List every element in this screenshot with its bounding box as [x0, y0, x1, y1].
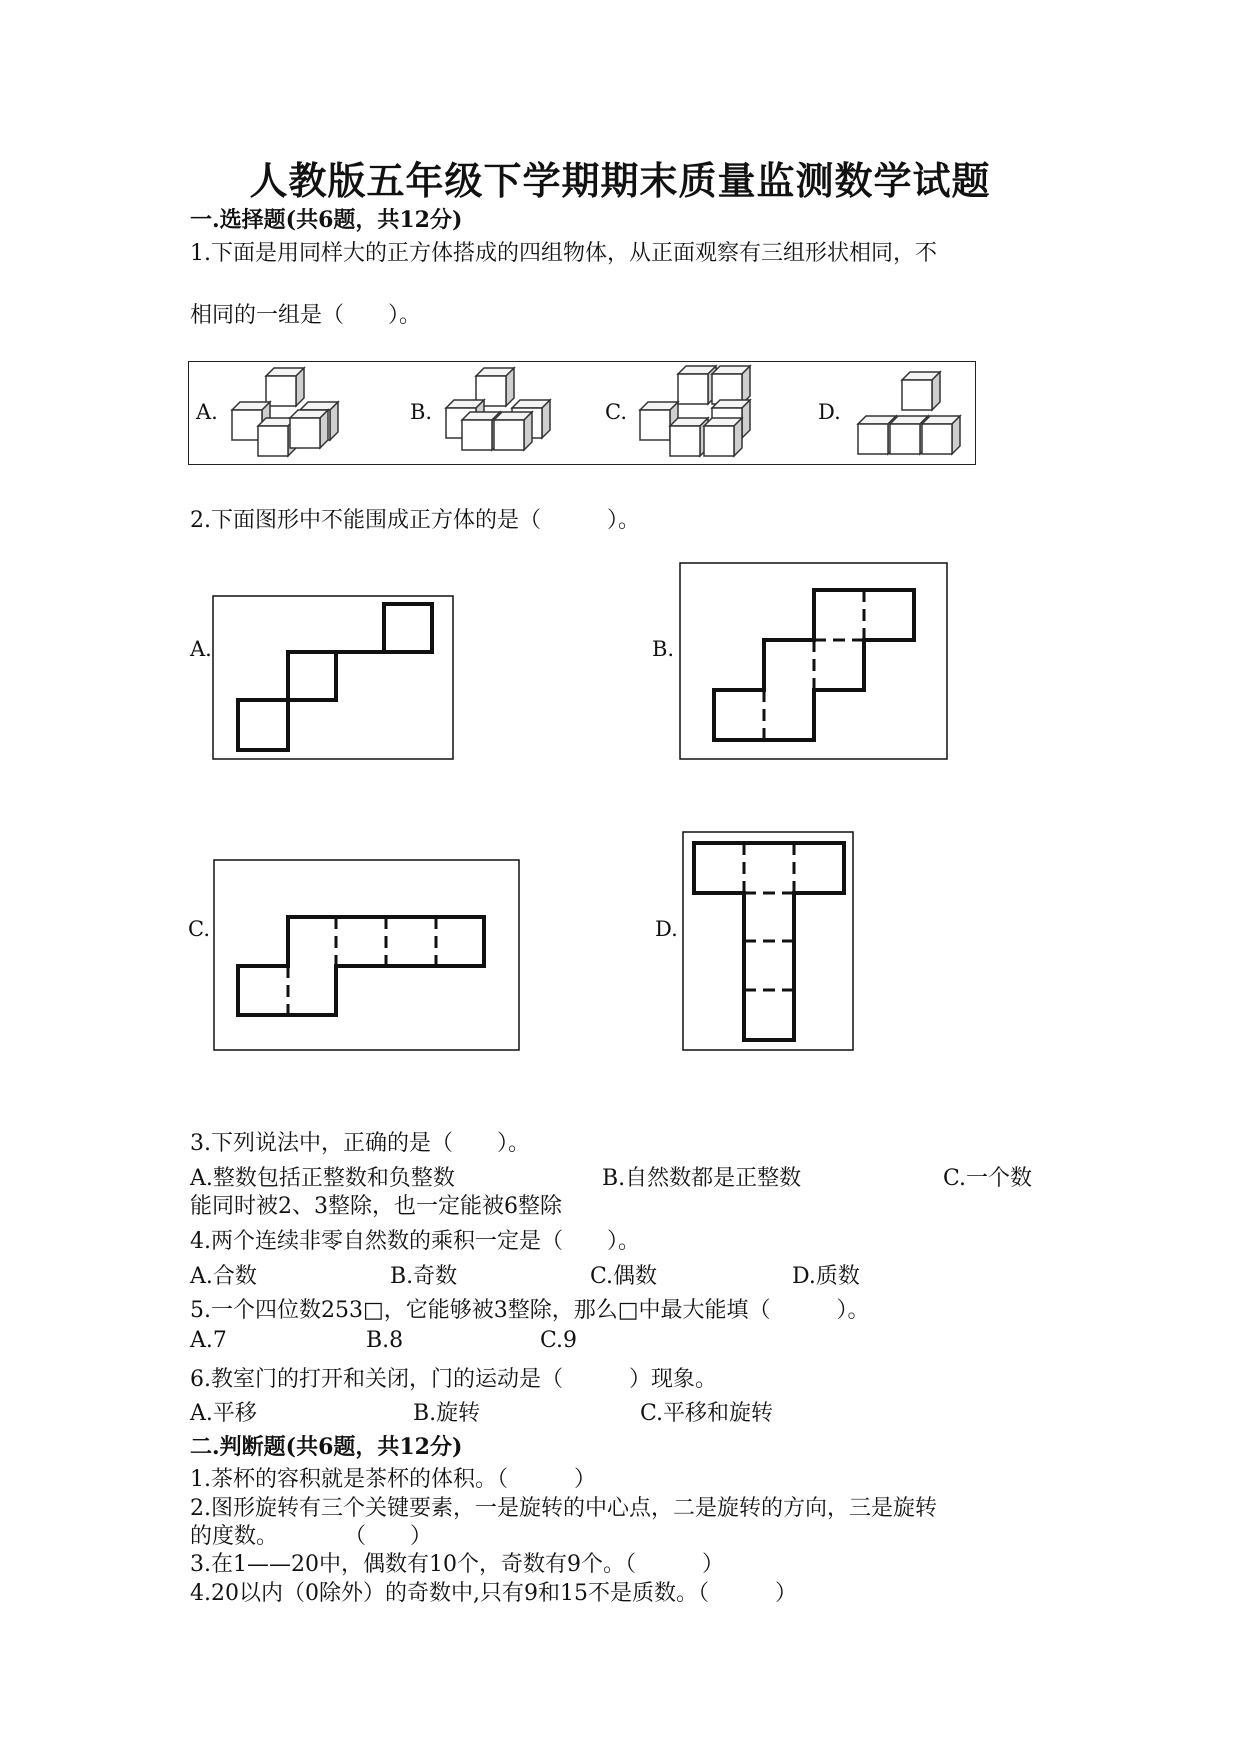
- q5-text: 5.一个四位数253□，它能够被3整除，那么□中最大能填（ ）。: [190, 1298, 870, 1323]
- q4-option-a: A.合数: [190, 1264, 257, 1289]
- judge-item-1: 1.茶杯的容积就是茶杯的体积。（ ）: [190, 1467, 596, 1492]
- q3-option-c-line1: C.一个数: [943, 1166, 1033, 1191]
- q5-option-a: A.7: [190, 1328, 227, 1353]
- q4-option-d: D.质数: [792, 1264, 860, 1289]
- q3-option-a: A.整数包括正整数和负整数: [190, 1166, 455, 1191]
- judge-item-4: 4.20以内（0除外）的奇数中,只有9和15不是质数。（ ）: [190, 1581, 797, 1606]
- q1-option-b-label: B.: [410, 400, 433, 424]
- q5-option-c: C.9: [540, 1328, 578, 1353]
- q2-option-b-label: B.: [652, 637, 675, 661]
- q2-option-d-net: [683, 832, 853, 1050]
- q1-option-c-label: C.: [605, 400, 627, 424]
- q4-option-b: B.奇数: [390, 1264, 458, 1289]
- judge-item-3: 3.在1——20中，偶数有10个，奇数有9个。（ ）: [190, 1552, 724, 1577]
- q2-option-d-label: D.: [655, 917, 678, 941]
- q2-option-c-net: [214, 860, 519, 1050]
- q3-option-c-line2: 能同时被2、3整除，也一定能被6整除: [190, 1194, 562, 1219]
- q6-option-c: C.平移和旋转: [640, 1401, 774, 1426]
- section-1-heading: 一.选择题(共6题，共12分): [190, 207, 463, 233]
- q2-option-b-net: [680, 563, 947, 759]
- q2-option-c-label: C.: [188, 917, 210, 941]
- q6-option-a: A.平移: [190, 1401, 257, 1426]
- q4-text: 4.两个连续非零自然数的乘积一定是（ ）。: [190, 1229, 640, 1254]
- section-2-heading: 二.判断题(共6题，共12分): [190, 1434, 463, 1460]
- q2-option-a-net: [213, 596, 453, 759]
- q1-text-line2: 相同的一组是（ ）。: [190, 303, 422, 328]
- judge-item-2-line1: 2.图形旋转有三个关键要素，一是旋转的中心点，二是旋转的方向，三是旋转: [190, 1496, 937, 1521]
- q1-option-d-label: D.: [818, 400, 841, 424]
- q1-text-line1: 1.下面是用同样大的正方体搭成的四组物体，从正面观察有三组形状相同，不: [190, 241, 937, 266]
- judge-item-2-line2: 的度数。 （ ）: [190, 1524, 433, 1549]
- q2-text: 2.下面图形中不能围成正方体的是（ ）。: [190, 508, 640, 533]
- q3-option-b: B.自然数都是正整数: [602, 1166, 802, 1191]
- q6-text: 6.教室门的打开和关闭，门的运动是（ ）现象。: [190, 1367, 717, 1392]
- page-title: 人教版五年级下学期期末质量监测数学试题: [249, 158, 991, 203]
- q1-option-a-label: A.: [196, 400, 218, 424]
- q6-option-b: B.旋转: [413, 1401, 481, 1426]
- q4-option-c: C.偶数: [590, 1264, 658, 1289]
- q5-option-b: B.8: [366, 1328, 404, 1353]
- q2-option-a-label: A.: [190, 637, 212, 661]
- q3-text: 3.下列说法中，正确的是（ ）。: [190, 1131, 530, 1156]
